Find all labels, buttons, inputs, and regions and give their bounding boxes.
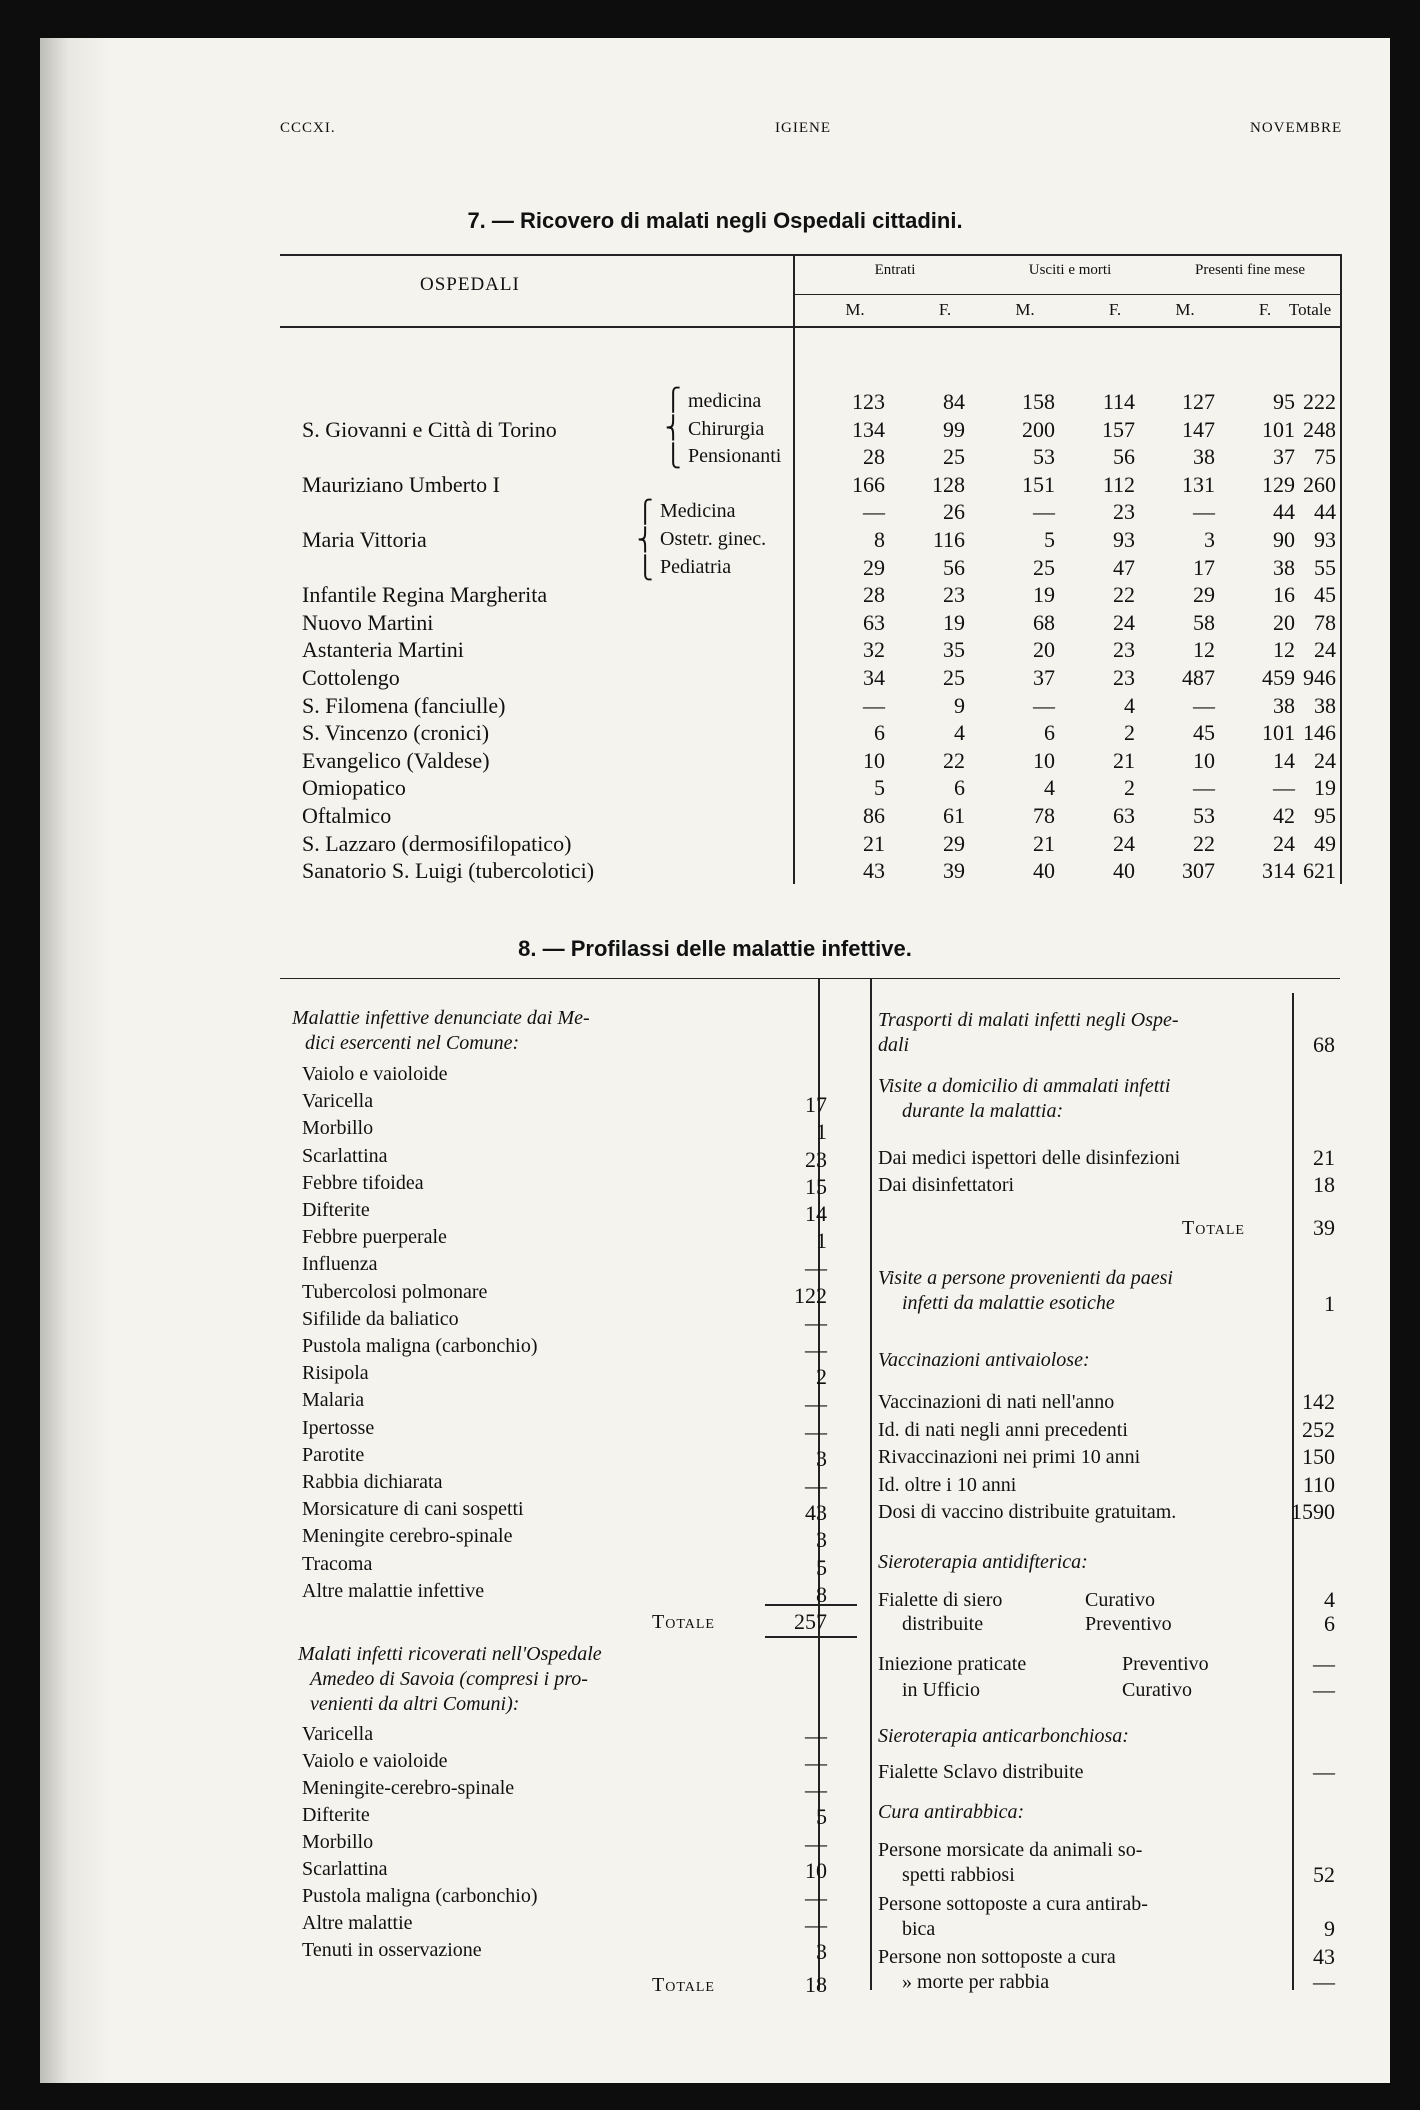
col-usciti-header: Usciti e morti: [1028, 262, 1112, 278]
table-cell: 38: [1273, 692, 1295, 718]
brace-icon: ⎨: [637, 527, 654, 552]
hospital-name: Nuovo Martini: [302, 609, 434, 635]
disease-label: Difterite: [302, 1199, 370, 1221]
section-heading: Malati infetti ricoverati nell'Ospedale: [298, 1643, 602, 1665]
disease-label: Tubercolosi polmonare: [302, 1280, 488, 1303]
table-cell: 3: [1204, 527, 1215, 552]
item-label: bica: [902, 1918, 936, 1940]
table-cell: 166: [852, 471, 885, 497]
disease-label: Meningite cerebro-spinale: [302, 1525, 513, 1548]
table-cell: 222: [1303, 389, 1336, 414]
value: 150: [1302, 1444, 1335, 1469]
item-label: » morte per rabbia: [902, 1971, 1050, 1993]
table-cell: 84: [943, 389, 965, 414]
table-cell: 38: [1314, 692, 1336, 718]
table-cell: 147: [1182, 416, 1215, 442]
section-heading: Trasporti di malati infetti negli Ospe-: [878, 1009, 1179, 1031]
table-cell: 6: [954, 775, 965, 801]
brace-icon: ⎩: [637, 555, 654, 580]
table-cell: 17: [1193, 554, 1215, 580]
table-cell: 43: [863, 858, 885, 884]
section-heading: Sieroterapia antidifterica:: [878, 1551, 1088, 1573]
col-m-header: M.: [845, 300, 865, 319]
disease-label: Morbillo: [302, 1117, 374, 1140]
value: 252: [1302, 1416, 1335, 1442]
disease-count: —: [805, 1473, 827, 1498]
table-cell: 45: [1314, 582, 1336, 608]
table-cell: 23: [943, 582, 965, 608]
value: 4: [1324, 1587, 1335, 1612]
disease-label: Varicella: [302, 1090, 374, 1113]
table-cell: 129: [1262, 471, 1295, 497]
value: 1: [1324, 1291, 1335, 1316]
table-cell: 4: [1124, 692, 1135, 718]
table-cell: 44: [1273, 499, 1295, 525]
table-cell: 314: [1262, 858, 1295, 884]
table-cell: 93: [1113, 527, 1135, 552]
disease-count: 1: [816, 1119, 827, 1145]
item-label: Preventivo: [1085, 1613, 1172, 1635]
disease-label: Parotite: [302, 1443, 365, 1466]
item-label: Rivaccinazioni nei primi 10 anni: [878, 1446, 1141, 1468]
table-cell: 40: [1033, 858, 1055, 884]
item-label: Persone sottoposte a cura antirab-: [878, 1893, 1148, 1915]
table-cell: 34: [863, 665, 885, 690]
value: 39: [1313, 1215, 1335, 1240]
total-value: 18: [805, 1972, 827, 1997]
patient-label: Vaiolo e vaioloide: [302, 1750, 448, 1772]
table-cell: 55: [1314, 554, 1336, 580]
hospital-name: S. Vincenzo (cronici): [302, 720, 490, 746]
ward-name: Pediatria: [660, 555, 732, 578]
table7-top-rule: [280, 254, 1340, 256]
book-binding-shadow: [40, 38, 110, 2083]
item-label: Dosi di vaccino distribuite gratuitam.: [878, 1501, 1177, 1523]
patient-count: 10: [805, 1858, 827, 1883]
table-cell: 12: [1273, 637, 1295, 663]
table-cell: —: [1273, 775, 1295, 801]
table-cell: 61: [943, 803, 965, 828]
table-cell: 25: [1033, 554, 1055, 580]
value: —: [1313, 1677, 1335, 1702]
table-cell: 40: [1113, 858, 1135, 884]
table-cell: 307: [1182, 858, 1215, 884]
table-cell: —: [1033, 499, 1055, 525]
item-label: Fialette di siero: [878, 1589, 1003, 1611]
table-cell: 32: [863, 637, 885, 663]
table-cell: 128: [932, 471, 965, 497]
table-cell: 248: [1303, 416, 1336, 442]
table-cell: 28: [863, 582, 885, 608]
page: [40, 38, 1390, 2083]
brace-icon: ⎧: [665, 387, 682, 412]
table-cell: 37: [1033, 665, 1055, 690]
table-cell: 116: [932, 527, 965, 552]
section-heading: Visite a persone provenienti da paesi: [878, 1267, 1173, 1289]
value: 18: [1313, 1172, 1335, 1197]
table-cell: —: [1193, 775, 1215, 801]
table-cell: 101: [1262, 720, 1295, 746]
value: 43: [1313, 1944, 1335, 1969]
item-label: Curativo: [1122, 1679, 1192, 1701]
patient-label: Tenuti in osservazione: [302, 1939, 482, 1961]
item-label: Id. oltre i 10 anni: [878, 1473, 1017, 1496]
section-heading: dali: [878, 1034, 910, 1056]
item-label: Iniezione praticate: [878, 1653, 1027, 1675]
disease-count: 3: [816, 1445, 827, 1471]
disease-count: 1: [816, 1228, 827, 1254]
table-cell: 20: [1033, 637, 1055, 663]
value: —: [1313, 1759, 1335, 1784]
disease-count: 5: [816, 1554, 827, 1580]
hospital-name: Mauriziano Umberto I: [302, 471, 500, 497]
item-label: Curativo: [1085, 1589, 1155, 1611]
hospital-name: S. Lazzaro (dermosifilopatico): [302, 830, 572, 856]
table-cell: 459: [1262, 665, 1295, 690]
table-cell: 95: [1314, 803, 1336, 828]
table-cell: 53: [1193, 803, 1215, 828]
table-cell: 39: [943, 858, 965, 884]
value: 6: [1324, 1611, 1335, 1636]
patient-label: Pustola maligna (carbonchio): [302, 1885, 538, 1907]
disease-count: —: [805, 1309, 827, 1335]
table-cell: 2: [1124, 775, 1135, 801]
table-cell: 12: [1193, 637, 1215, 663]
table-cell: 45: [1193, 720, 1215, 746]
item-label: Dai medici ispettori delle disinfezioni: [878, 1147, 1181, 1169]
table-cell: 20: [1273, 609, 1295, 635]
section-heading: Vaccinazioni antivaiolose:: [878, 1349, 1090, 1371]
hospital-name: Infantile Regina Margherita: [302, 582, 548, 608]
section-title: IGIENE: [775, 120, 831, 136]
section-heading: Visite a domicilio di ammalati infetti: [878, 1075, 1171, 1097]
table-cell: 5: [1044, 527, 1055, 552]
disease-label: Sifilide da baliatico: [302, 1307, 459, 1330]
table-cell: 19: [1314, 775, 1336, 801]
section-heading: Amedeo di Savoia (compresi i pro-: [310, 1668, 588, 1690]
col-totale-header: Totale: [1288, 300, 1332, 319]
table-cell: 53: [1033, 444, 1055, 470]
section-heading: infetti da malattie esotiche: [902, 1292, 1115, 1314]
disease-label: Scarlattina: [302, 1144, 388, 1167]
value: —: [1313, 1969, 1335, 1994]
table-cell: 56: [943, 554, 965, 580]
table-cell: 2: [1124, 720, 1135, 746]
brace-icon: ⎩: [665, 443, 682, 468]
section-heading: venienti da altri Comuni):: [310, 1693, 520, 1715]
item-label: Preventivo: [1122, 1653, 1209, 1675]
disease-label: Febbre puerperale: [302, 1226, 447, 1249]
disease-label: Malaria: [302, 1389, 365, 1412]
hospital-name: Oftalmico: [302, 803, 392, 828]
table-cell: 21: [863, 830, 885, 856]
disease-count: —: [805, 1391, 827, 1417]
hospital-name: Sanatorio S. Luigi (tubercolotici): [302, 858, 595, 884]
item-label: Persone morsicate da animali so-: [878, 1839, 1143, 1861]
disease-count: 8: [816, 1581, 827, 1607]
disease-count: —: [805, 1337, 827, 1362]
table-cell: —: [1033, 692, 1055, 718]
table-cell: 58: [1193, 609, 1215, 635]
disease-count: 23: [805, 1146, 827, 1172]
table-cell: 86: [863, 803, 885, 828]
col-f-header: F.: [938, 300, 952, 319]
item-label: Id. di nati negli anni precedenti: [878, 1418, 1128, 1441]
table-cell: 25: [943, 665, 965, 690]
table-cell: 68: [1033, 609, 1055, 635]
table-cell: 4: [1044, 775, 1055, 801]
table-cell: 946: [1303, 665, 1336, 690]
value: 21: [1313, 1145, 1335, 1170]
hospital-name: S. Giovanni e Città di Torino: [302, 416, 557, 442]
table-cell: —: [863, 499, 885, 525]
hospital-name: Evangelico (Valdese): [302, 747, 490, 773]
table8-center-vrule: [870, 978, 872, 1990]
patient-label: Altre malattie: [302, 1912, 413, 1934]
month-label: NOVEMBRE: [1250, 120, 1343, 136]
item-label: Fialette Sclavo distribuite: [878, 1761, 1084, 1783]
table-cell: 14: [1273, 747, 1295, 773]
disease-label: Rabbia dichiarata: [302, 1471, 443, 1493]
table-cell: 131: [1182, 471, 1215, 497]
col-entrati-header: Entrati: [874, 262, 916, 278]
col-ospedali-header: OSPEDALI: [420, 274, 520, 295]
section-heading: durante la malattia:: [902, 1100, 1064, 1122]
table-cell: 38: [1273, 554, 1295, 580]
table-cell: 99: [943, 416, 965, 442]
section-heading: Sieroterapia anticarbonchiosa:: [878, 1725, 1129, 1747]
disease-label: Vaiolo e vaioloide: [302, 1063, 448, 1085]
ward-name: Medicina: [660, 500, 736, 523]
table-cell: 9: [954, 692, 965, 718]
table-cell: 23: [1113, 665, 1135, 690]
disease-label: Altre malattie infettive: [302, 1579, 485, 1602]
patient-count: —: [805, 1750, 827, 1775]
disease-count: 122: [794, 1282, 827, 1308]
section-heading: Malattie infettive denunciate dai Me-: [292, 1007, 590, 1029]
table-cell: 127: [1182, 389, 1215, 414]
ward-name: Chirurgia: [688, 417, 765, 440]
table-cell: 90: [1273, 527, 1295, 552]
table-cell: 23: [1113, 637, 1135, 663]
value: 142: [1302, 1389, 1335, 1414]
disease-label: Ipertosse: [302, 1416, 375, 1439]
col-f-header: F.: [1258, 300, 1272, 319]
total-label: Totale: [652, 1611, 715, 1633]
col-presenti-header: Presenti fine mese: [1195, 262, 1305, 278]
section-heading: dici esercenti nel Comune:: [305, 1032, 520, 1054]
disease-label: Tracoma: [302, 1552, 373, 1575]
table-cell: 260: [1303, 471, 1336, 497]
value: 110: [1302, 1471, 1335, 1497]
table-cell: 123: [852, 389, 885, 414]
table-cell: 19: [1033, 582, 1055, 608]
table-cell: 21: [1113, 747, 1135, 773]
table7-title: 7. — Ricovero di malati negli Ospedali cittadini.: [467, 208, 963, 233]
table-cell: —: [863, 692, 885, 718]
value: —: [1313, 1651, 1335, 1676]
table-cell: 29: [863, 554, 885, 580]
table-cell: 24: [1113, 609, 1135, 635]
patient-label: Morbillo: [302, 1831, 374, 1853]
disease-count: 3: [816, 1527, 827, 1553]
table-cell: 22: [1193, 830, 1215, 856]
col-m-header: M.: [1015, 300, 1035, 319]
table-cell: 157: [1102, 416, 1135, 442]
table-cell: 24: [1314, 637, 1336, 663]
table-cell: 23: [1113, 499, 1135, 525]
table-cell: 158: [1022, 389, 1055, 414]
disease-label: Febbre tifoidea: [302, 1171, 424, 1194]
hospital-name: S. Filomena (fanciulle): [302, 692, 506, 718]
table-cell: 95: [1273, 389, 1295, 414]
table-cell: 28: [863, 444, 885, 470]
table-cell: 5: [874, 775, 885, 801]
ward-name: Ostetr. ginec.: [660, 528, 767, 550]
item-label: Vaccinazioni di nati nell'anno: [878, 1391, 1115, 1413]
table-cell: 16: [1273, 582, 1295, 608]
value: 52: [1313, 1862, 1335, 1887]
table-cell: 24: [1113, 830, 1135, 856]
brace-icon: ⎧: [637, 499, 654, 524]
table8-top-rule: [280, 978, 1340, 979]
ward-name: medicina: [688, 390, 762, 412]
disease-count: 15: [805, 1173, 827, 1199]
item-label: distribuite: [902, 1613, 984, 1635]
table-cell: 38: [1193, 444, 1215, 470]
disease-count: —: [805, 1255, 827, 1281]
page-number: CCCXI.: [280, 120, 336, 136]
table-cell: 29: [943, 830, 965, 856]
table-cell: 10: [863, 747, 885, 773]
patient-count: —: [805, 1831, 827, 1856]
table-cell: 101: [1262, 416, 1295, 442]
table-cell: 8: [874, 527, 885, 552]
disease-count: 17: [805, 1092, 827, 1118]
table-cell: 151: [1022, 471, 1055, 497]
table-cell: 56: [1113, 444, 1135, 470]
disease-label: Risipola: [302, 1362, 369, 1385]
hospital-name: Astanteria Martini: [302, 637, 464, 663]
table-cell: 78: [1033, 803, 1055, 828]
brace-icon: ⎨: [665, 415, 682, 440]
disease-count: 43: [805, 1500, 827, 1526]
table-cell: 24: [1314, 747, 1336, 773]
table-cell: 42: [1273, 803, 1295, 828]
table-cell: 63: [1113, 803, 1135, 828]
table-cell: 26: [943, 499, 965, 525]
table-cell: —: [1193, 499, 1215, 525]
ward-name: Pensionanti: [688, 445, 782, 468]
table-cell: 25: [943, 444, 965, 470]
table-cell: 146: [1303, 720, 1336, 746]
total-value: 257: [794, 1609, 827, 1634]
table-cell: 134: [852, 416, 885, 442]
table-cell: 47: [1113, 554, 1135, 580]
col-m-header: M.: [1175, 300, 1195, 319]
table-cell: 63: [863, 609, 885, 635]
total-rule: [765, 1636, 857, 1638]
table7-header-rule: [280, 326, 1340, 328]
table7-subheader-rule: [793, 294, 1340, 295]
table-cell: 24: [1273, 830, 1295, 856]
patient-label: Varicella: [302, 1723, 374, 1745]
table-cell: 10: [1193, 747, 1215, 773]
table-cell: 21: [1033, 830, 1055, 856]
col-f-header: F.: [1108, 300, 1122, 319]
disease-label: Pustola maligna (carbonchio): [302, 1335, 538, 1357]
table-cell: 49: [1314, 830, 1336, 856]
patient-count: 3: [816, 1939, 827, 1964]
table-cell: 93: [1314, 527, 1336, 552]
patient-label: Scarlattina: [302, 1858, 388, 1880]
patient-count: —: [805, 1885, 827, 1910]
hospital-name: Cottolengo: [302, 665, 400, 690]
disease-count: 14: [805, 1201, 827, 1226]
value: 9: [1324, 1916, 1335, 1941]
item-label: in Ufficio: [902, 1679, 980, 1701]
patient-count: 5: [816, 1804, 827, 1829]
table-cell: 487: [1182, 665, 1215, 690]
item-label: spetti rabbiosi: [902, 1864, 1015, 1886]
table8-title: 8. — Profilassi delle malattie infettive.: [518, 936, 912, 961]
table-cell: 6: [874, 720, 885, 746]
disease-label: Influenza: [302, 1253, 378, 1276]
value: 68: [1313, 1032, 1335, 1057]
hospital-name: Omiopatico: [302, 775, 406, 801]
table-cell: —: [1193, 692, 1215, 718]
total-label: Totale: [1182, 1217, 1245, 1239]
table-cell: 22: [943, 747, 965, 773]
table7-vrule: [793, 254, 795, 884]
table-cell: 6: [1044, 720, 1055, 746]
item-label: Dai disinfettatori: [878, 1174, 1015, 1196]
hospital-name: Maria Vittoria: [302, 527, 427, 552]
total-label: Totale: [652, 1974, 715, 1996]
patient-label: Meningite-cerebro-spinale: [302, 1777, 515, 1799]
patient-count: —: [805, 1777, 827, 1802]
section-heading: Cura antirabbica:: [878, 1801, 1025, 1823]
patient-count: —: [805, 1912, 827, 1937]
table-cell: 37: [1273, 444, 1295, 470]
patient-count: —: [805, 1723, 827, 1748]
table-cell: 112: [1102, 471, 1135, 497]
disease-label: Morsicature di cani sospetti: [302, 1498, 524, 1521]
table-cell: 35: [943, 637, 965, 663]
table-cell: 22: [1113, 582, 1135, 608]
table-cell: 78: [1314, 609, 1336, 635]
table-cell: 29: [1193, 582, 1215, 608]
table-cell: 200: [1022, 416, 1055, 442]
table-cell: 114: [1102, 389, 1135, 414]
disease-count: —: [805, 1418, 827, 1444]
table-cell: 75: [1314, 444, 1336, 470]
table-cell: 19: [943, 609, 965, 635]
disease-count: 2: [816, 1364, 827, 1390]
patient-label: Difterite: [302, 1804, 370, 1826]
table-cell: 4: [954, 720, 965, 746]
value: 1590: [1291, 1499, 1335, 1524]
item-label: Persone non sottoposte a cura: [878, 1946, 1116, 1968]
table-cell: 621: [1303, 858, 1336, 884]
table7-vrule-right: [1340, 254, 1342, 884]
table-cell: 44: [1314, 499, 1336, 525]
table-cell: 10: [1033, 747, 1055, 773]
